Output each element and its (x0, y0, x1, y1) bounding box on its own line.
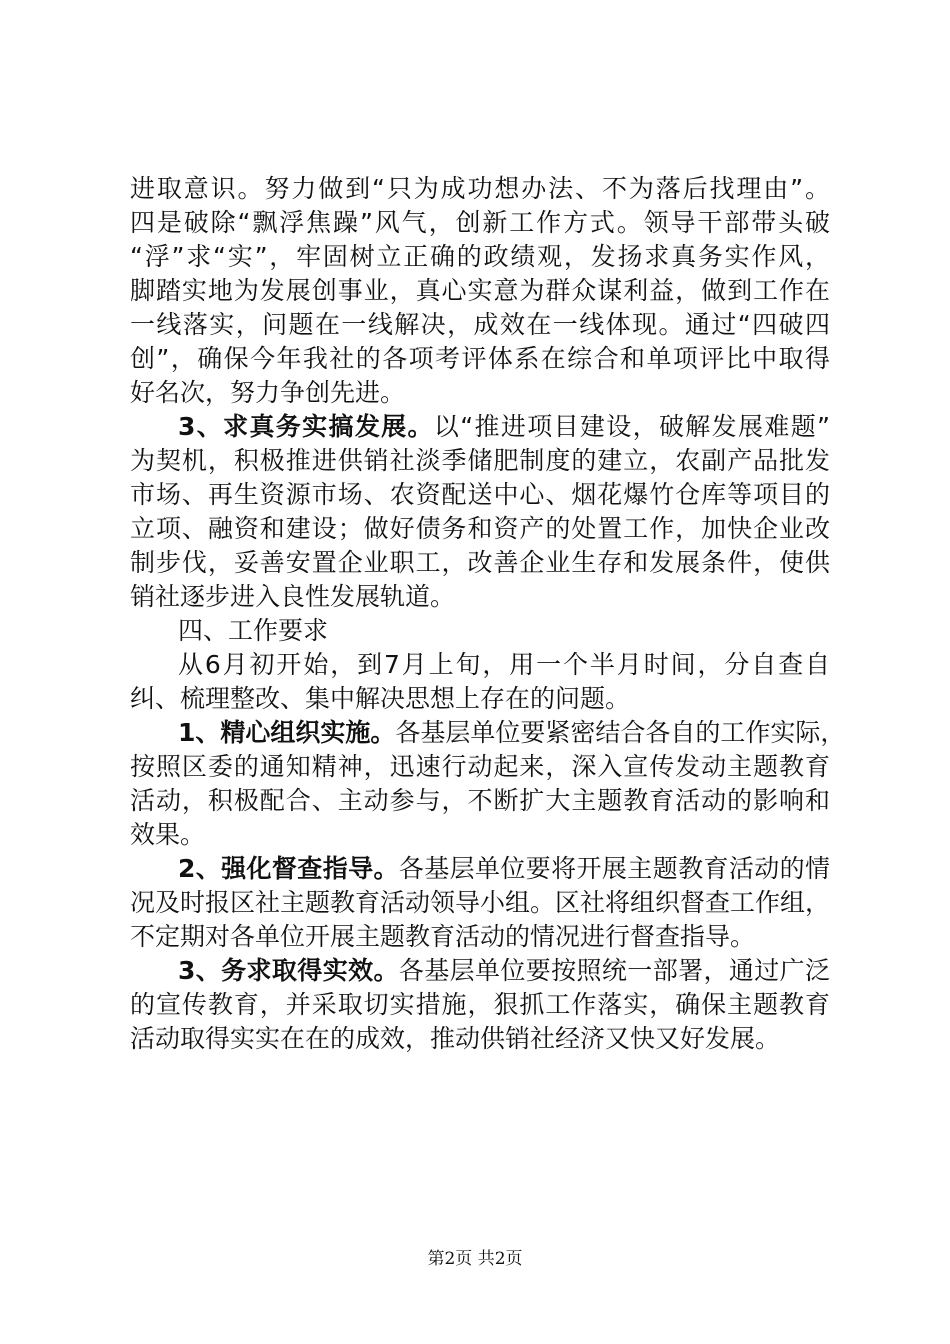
paragraph-line: 的宣传教育，并采取切实措施，狠抓工作落实，确保主题教育 (130, 990, 830, 1019)
paragraph-line: 纠、梳理整改、集中解决思想上存在的问题。 (130, 684, 631, 713)
section-heading: 四、工作要求 (178, 616, 329, 645)
item-title: 3、务求取得实效。 (178, 956, 399, 985)
item-text: 各基层单位要将开展主题教育活动的情 (398, 854, 830, 883)
paragraph-line: “浮”求“实”，牢固树立正确的政绩观，发扬求真务实作风， (130, 242, 830, 271)
item-title: 2、强化督查指导。 (178, 854, 399, 883)
paragraph-line: 创”，确保今年我社的各项考评体系在综合和单项评比中取得 (130, 344, 830, 373)
paragraph-line: 活动，积极配合、主动参与，不断扩大主题教育活动的影响和 (130, 786, 830, 815)
paragraph-line: 按照区委的通知精神，迅速行动起来，深入宣传发动主题教育 (130, 752, 830, 781)
item-text: 以“推进项目建设，破解发展难题” (433, 412, 830, 441)
paragraph-line: 市场、再生资源市场、农资配送中心、烟花爆竹仓库等项目的 (130, 480, 830, 509)
paragraph-line: 四是破除“飘浮焦躁”风气，创新工作方式。领导干部带头破 (130, 208, 830, 237)
paragraph-line: 况及时报区社主题教育活动领导小组。区社将组织督查工作组， (130, 888, 831, 917)
paragraph-line: 脚踏实地为发展创事业，真心实意为群众谋利益，做到工作在 (130, 276, 830, 305)
item-title: 1、精心组织实施。 (178, 718, 396, 747)
item-heading-line (130, 852, 830, 886)
page-footer: 第2页 共2页 (427, 1249, 523, 1269)
item-text: 各基层单位要紧密结合各自的工作实际， (395, 718, 846, 747)
paragraph-line: 不定期对各单位开展主题教育活动的情况进行督查指导。 (130, 922, 756, 951)
document-body (130, 172, 846, 1056)
paragraph-line: 立项、融资和建设；做好债务和资产的处置工作，加快企业改 (130, 514, 830, 543)
paragraph-line: 进取意识。努力做到“只为成功想办法、不为落后找理由”。 (130, 174, 830, 203)
paragraph-line: 一线落实，问题在一线解决，成效在一线体现。通过“四破四 (130, 310, 830, 339)
item-text: 各基层单位要按照统一部署，通过广泛 (398, 956, 830, 985)
paragraph-line: 销社逐步进入良性发展轨道。 (130, 582, 456, 611)
paragraph-line: 为契机，积极推进供销社淡季储肥制度的建立，农副产品批发 (130, 446, 830, 475)
item-heading-line (130, 954, 830, 988)
paragraph-line: 活动取得实实在在的成效，推动供销社经济又快又好发展。 (130, 1024, 781, 1053)
paragraph-line: 效果。 (130, 820, 206, 849)
item-heading-line (130, 716, 846, 750)
item-title: 3、求真务实搞发展。 (178, 412, 434, 441)
paragraph-first-line: 从6月初开始，到7月上旬，用一个半月时间，分自查自 (178, 650, 830, 679)
item-heading-line (130, 410, 830, 444)
paragraph-line: 好名次，努力争创先进。 (130, 378, 406, 407)
paragraph-line: 制步伐，妥善安置企业职工，改善企业生存和发展条件，使供 (130, 548, 830, 577)
